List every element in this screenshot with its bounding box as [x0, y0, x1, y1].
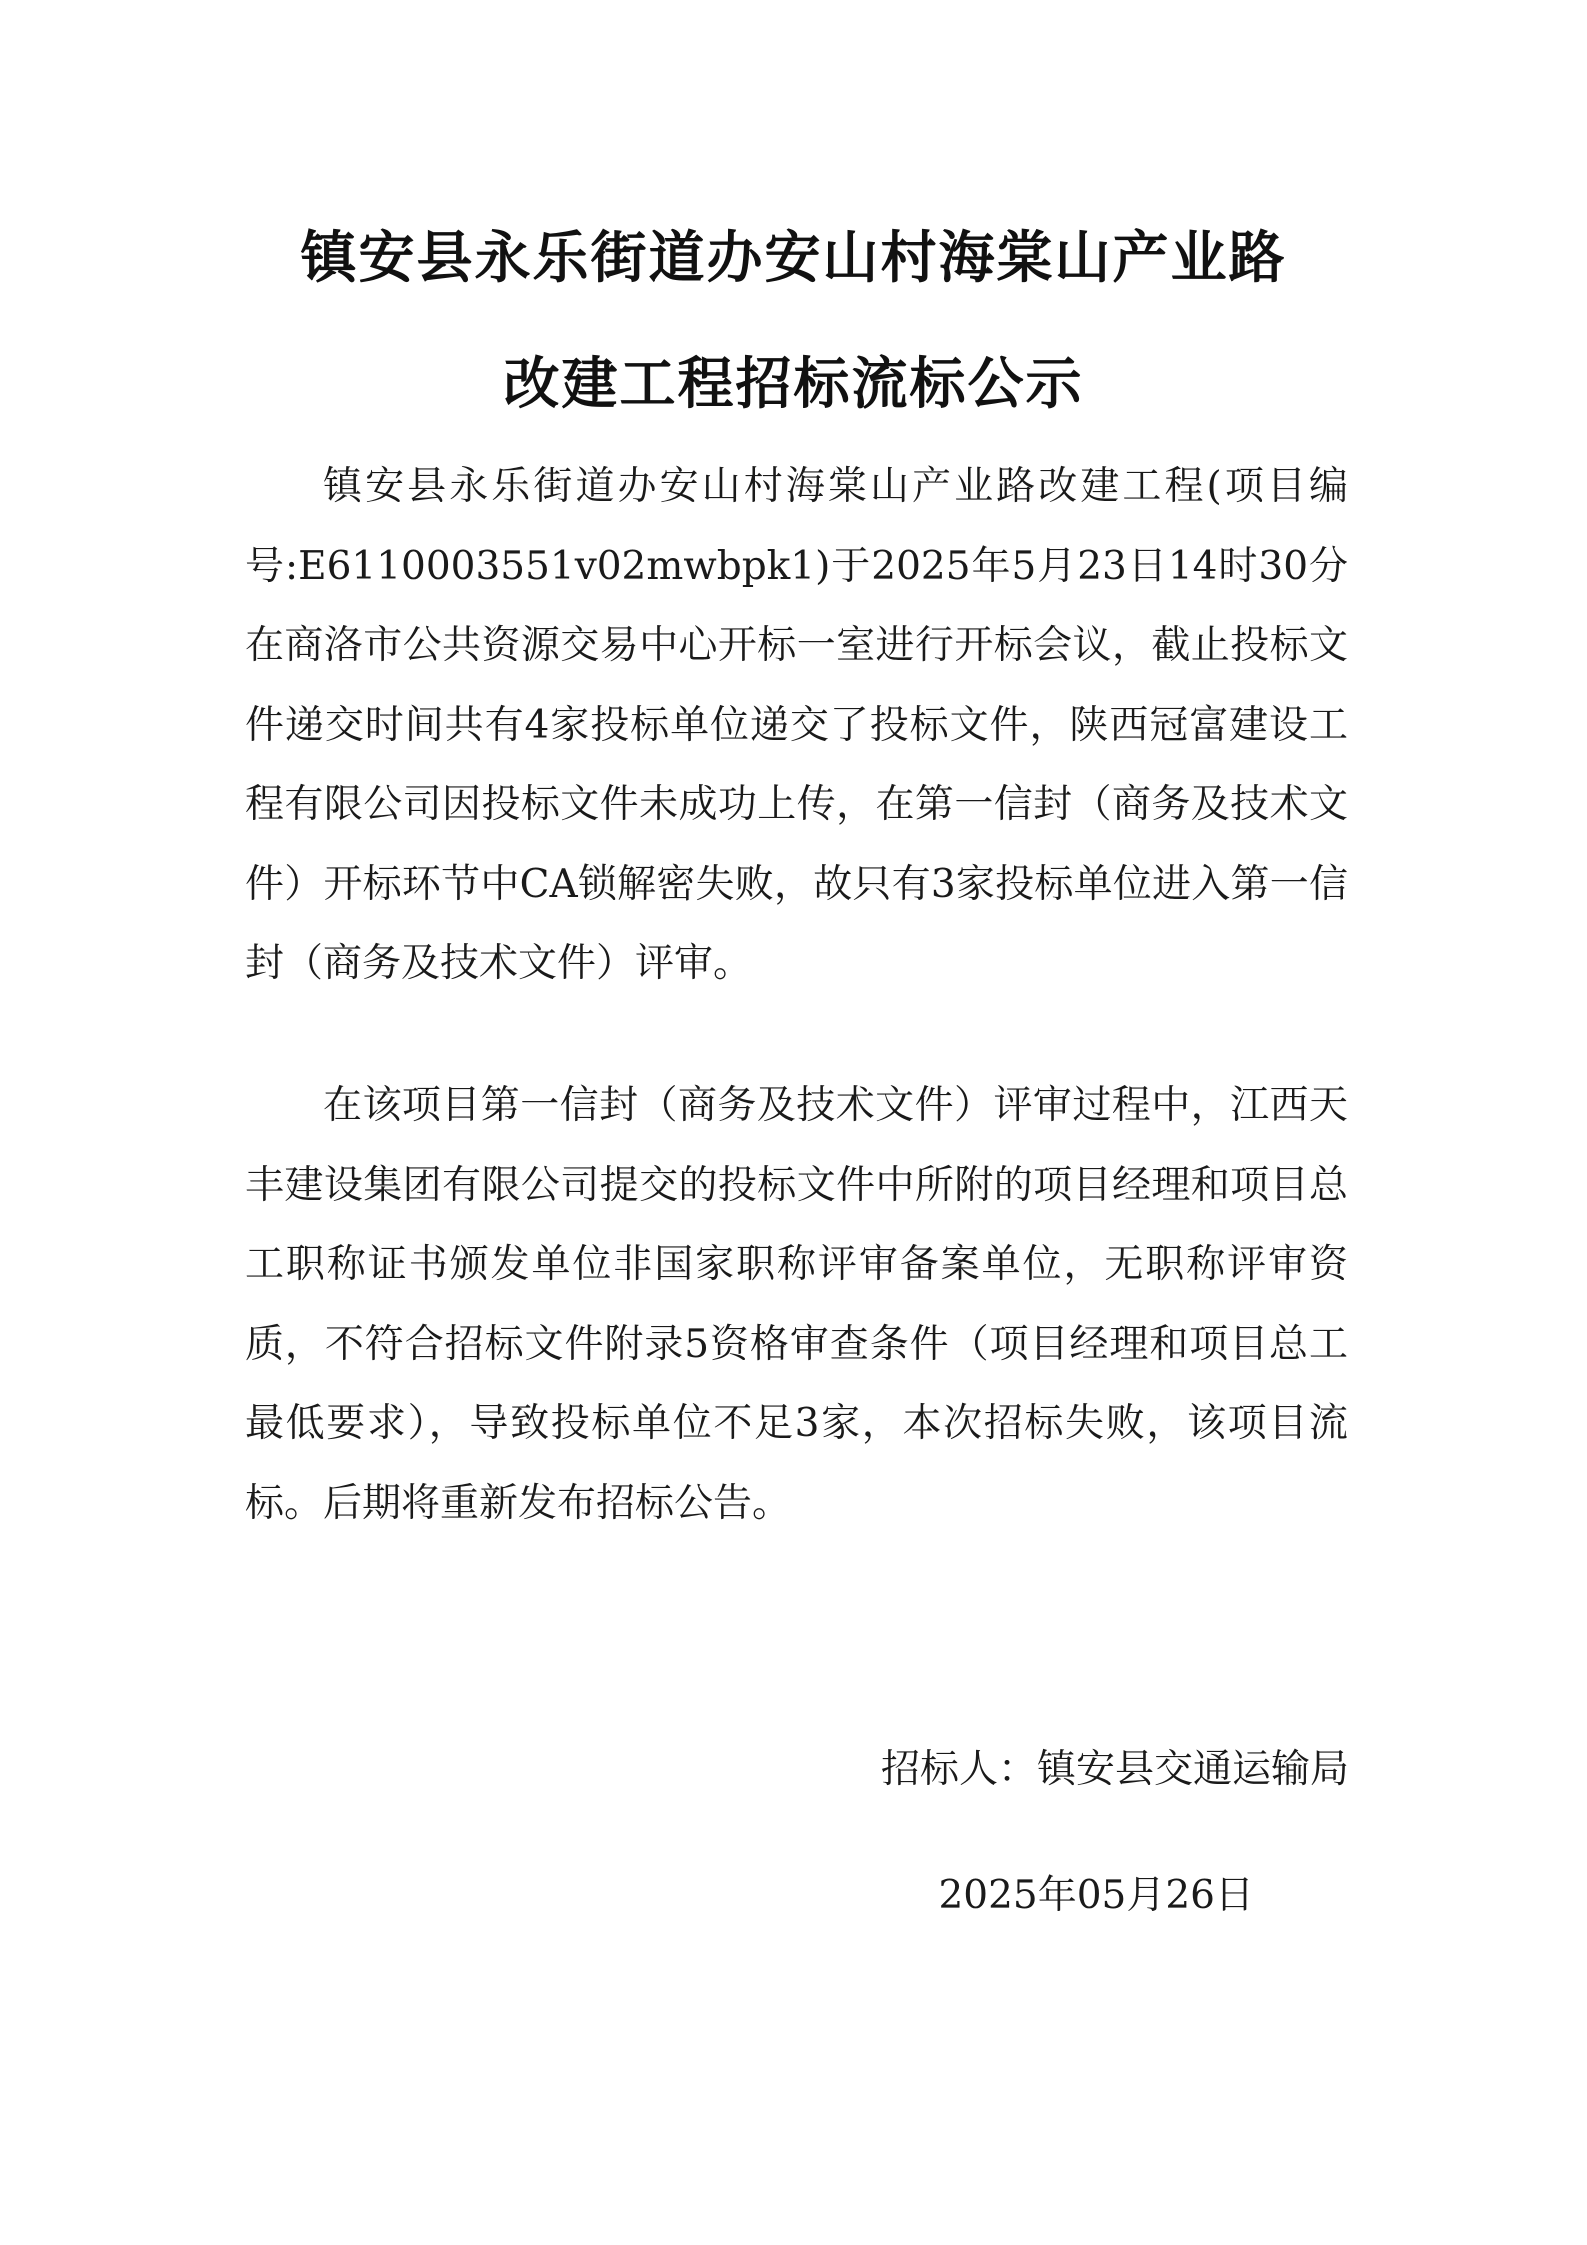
document-title-line-2: 改建工程招标流标公示 — [503, 352, 1084, 417]
notice-date: 2025年05月26日 — [938, 1873, 1254, 1918]
body-paragraph-2: 在该项目第一信封（商务及技术文件）评审过程中，江西天丰建设集团有限公司提交的投标文件中所附的项目经理和项目总工职称证书颁发单位非国家职称评审备案单位，无职称评审资质，不符合招标文件附录5资格审查条件（项目经理和项目总工最低要求），导致投标单位不足3家，本次招标失败，该项目流标。后期将重新发布招标公告。 — [245, 1083, 1348, 1526]
document-title-line-1: 镇安县永乐街道办安山村海棠山产业路 — [300, 226, 1287, 291]
body-paragraph-1: 镇安县永乐街道办安山村海棠山产业路改建工程(项目编号:E6110003551v02mwbpk1)于2025年5月23日14时30分在商洛市公共资源交易中心开标一室进行开标会议，截止投标文件递交时间共有4家投标单位递交了投标文件，陕西冠富建设工程有限公司因投标文件未成功上传，在第一信封（商务及技术文件）开标环节中CA锁解密失败，故只有3家投标单位进入第一信封（商务及技术文件）评审。 — [245, 464, 1348, 986]
tenderer-signature: 招标人：镇安县交通运输局 — [880, 1747, 1349, 1792]
